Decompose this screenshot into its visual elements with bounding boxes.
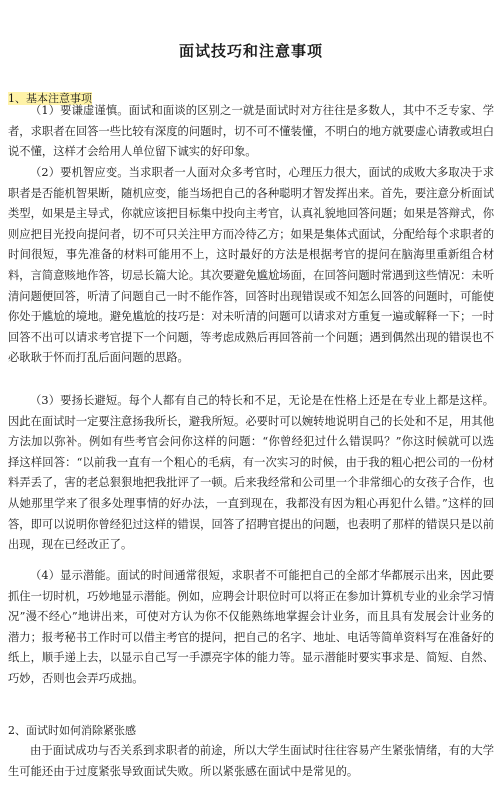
section-heading-nervousness: 2、面试时如何消除紧张感 <box>8 724 136 737</box>
paragraph-modesty: （1）要谦虚谨慎。面试和面谈的区别之一就是面试时对方往往是多数人，其中不乏专家、学者，求职者在回答一些比较有深度的问题时，切不可不懂装懂，不明白的地方就要虚心请教或坦白说不懂，这样才会给用人单位留下诚实的好印象。 <box>8 104 494 159</box>
document-title: 面试技巧和注意事项 <box>178 42 323 60</box>
paragraph-adaptability: （2）要机智应变。当求职者一人面对众多考官时，心理压力很大，面试的成败大多取决于求职者是否能机智果断，随机应变，能当场把自己的各种聪明才智发挥出来。首先，要注意分析面试类型，如果是主导式，你就应该把目标集中投向主考官，认真礼貌地回答问题；如果是答辩式，你则应把目光投向提问者，切不可只关注甲方而冷待乙方；如果是集体式面试，分配给每个求职者的时间很短，事先准备的材料可能用不上，这时最好的方法是根据考官的提问在脑海里重新组合材料，言简意赅地作答，切忌长篇大论。其次要避免尴尬场面，在回答问题时常遇到这些情况：未听清问题便回答，听清了问题自己一时不能作答，回答时出现错误或不知怎么回答的问题时，可能使你处于尴尬的境地。避免尴尬的技巧是：对未听清的问题可以请求对方重复一遍或解释一下；一时回答不出可以请求考官提下一个问题，等考虑成熟后再回答前一个问题；遇到偶然出现的错误也不必耿耿于怀而打乱后面问题的思路。 <box>8 166 494 365</box>
paragraph-nervousness: 由于面试成功与否关系到求职者的前途，所以大学生面试时往往容易产生紧张情绪，有的大学生可能还由于过度紧张导致面试失败。所以紧张感在面试中是常见的。 <box>8 744 494 778</box>
paragraph-strengths: （3）要扬长避短。每个人都有自己的特长和不足，无论是在性格上还是在专业上都是这样。因此在面试时一定要注意扬我所长，避我所短。必要时可以婉转地说明自己的长处和不足，用其他方法加以弥补。例如有些考官会问你这样的问题：“你曾经犯过什么错误吗？”你这时候就可以选择这样回答：“以前我一直有一个粗心的毛病，有一次实习的时候，由于我的粗心把公司的一份材料弄丢了，害的老总狠狠地把我批评了一顿。后来我经常和公司里一个非常细心的女孩子合作，也从她那里学来了很多处理事情的好办法，一直到现在，我都没有因为粗心再犯什么错。”这样的回答，即可以说明你曾经犯过这样的错误，回答了招聘官提出的问题，也表明了那样的错误只是以前出现，现在已经改正了。 <box>8 394 494 552</box>
section-heading-basics: 1、基本注意事项 <box>8 92 92 105</box>
paragraph-potential: （4）显示潜能。面试的时间通常很短，求职者不可能把自己的全部才华都展示出来，因此要抓住一切时机，巧妙地显示潜能。例如，应聘会计职位时可以将正在参加计算机专业的业余学习情况”漫不经心”地讲出来，可使对方认为你不仅能熟练地掌握会计业务，而且具有发展会计业务的潜力；报考秘书工作时可以借主考官的提问，把自己的名字、地址、电话等简单资料写在准备好的纸上，顺手递上去，以显示自己写一手漂亮字体的能力等。显示潜能时要实事求是、简短、自然、巧妙，否则也会弄巧成拙。 <box>8 569 494 685</box>
